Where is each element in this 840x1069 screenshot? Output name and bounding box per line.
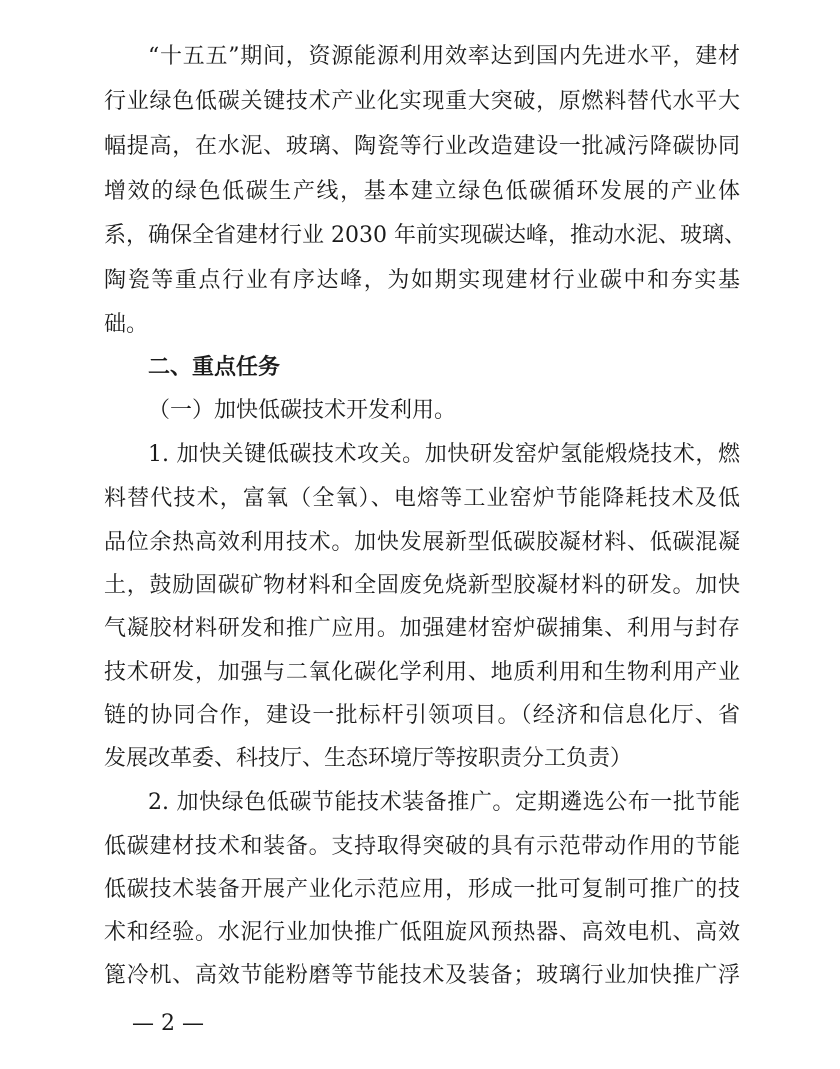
item-1-line-8: 发展改革委、科技厅、生态环境厅等按职责分工负责） (104, 746, 633, 771)
paragraph-1-line-3: 幅提高，在水泥、玻璃、陶瓷等行业改造建设一批减污降碳协同 (104, 134, 740, 159)
item-1-line-3: 品位余热高效利用技术。加快发展新型低碳胶凝材料、低碳混凝 (104, 530, 740, 555)
section-heading: 二、重点任务 (148, 355, 281, 380)
item-1-line-6: 技术研发，加强与二氧化碳化学利用、地质利用和生物利用产业 (104, 660, 740, 685)
paragraph-1-line-7: 础。 (104, 312, 149, 337)
item-2-line-3: 低碳技术装备开展产业化示范应用，形成一批可复制可推广的技 (104, 877, 740, 902)
subsection-heading: （一）加快低碳技术开发利用。 (148, 398, 457, 423)
paragraph-1-line-6: 陶瓷等重点行业有序达峰，为如期实现建材行业碳中和夯实基 (104, 268, 740, 293)
page-number: — 2 — (132, 1011, 204, 1036)
item-1-line-5: 气凝胶材料研发和推广应用。加强建材窑炉碳捕集、利用与封存 (104, 616, 740, 641)
paragraph-1-line-4: 增效的绿色低碳生产线，基本建立绿色低碳循环发展的产业体 (104, 179, 740, 204)
item-2-line-5: 篦冷机、高效节能粉磨等节能技术及装备；玻璃行业加快推广浮 (104, 963, 740, 988)
paragraph-1-line-2: 行业绿色低碳关键技术产业化实现重大突破，原燃料替代水平大 (104, 89, 740, 114)
item-2-line-2: 低碳建材技术和装备。支持取得突破的具有示范带动作用的节能 (104, 834, 740, 859)
paragraph-1-line-5: 系，确保全省建材行业 2030 年前实现碳达峰，推动水泥、玻璃、 (104, 223, 746, 248)
item-1-line-2: 料替代技术，富氧（全氧）、电熔等工业窑炉节能降耗技术及低 (104, 486, 740, 511)
item-1-line-1: 1. 加快关键低碳技术攻关。加快研发窑炉氢能煅烧技术，燃 (148, 442, 740, 467)
item-1-line-7: 链的协同合作，建设一批标杆引领项目。（经济和信息化厅、省 (104, 703, 740, 728)
item-2-line-1: 2. 加快绿色低碳节能技术装备推广。定期遴选公布一批节能 (148, 790, 740, 815)
item-2-line-4: 术和经验。水泥行业加快推广低阻旋风预热器、高效电机、高效 (104, 920, 740, 945)
paragraph-1-line-1: “十五五”期间，资源能源利用效率达到国内先进水平，建材 (148, 44, 740, 69)
item-1-line-4: 土，鼓励固碳矿物材料和全固废免烧新型胶凝材料的研发。加快 (104, 573, 740, 598)
